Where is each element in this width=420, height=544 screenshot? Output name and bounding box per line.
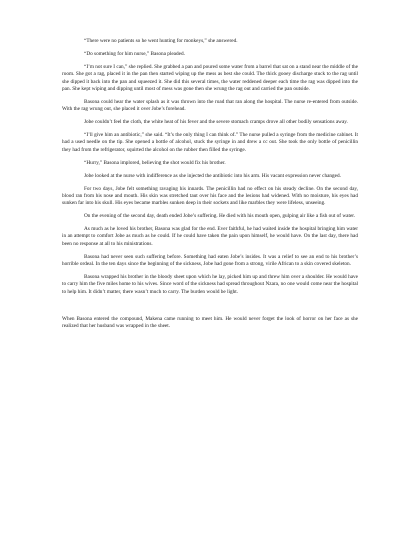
paragraph: Jobe couldn’t feel the cloth, the white heat of his fever and the severe stomach cramps drove all other bodily sensations away. [84, 119, 348, 126]
paragraph: On the evening of the second day, death ended Jobe’s suffering. He died with his mouth open, gulping air like a fish out of water. [84, 213, 356, 220]
paragraph: “There were no patients so he went hunting for monkeys,” she answered. [84, 38, 238, 44]
paragraph: “I’m not sure I can,” she replied. She grabbed a pan and poured some water from a barrel that sat on a stand near the middle of the room. She got a rag, placed it in the pan then started wiping up the mess as best she could. The thick gooey discharge stuck to the rag until she dipped it back into the pan and squeezed it. She did this several times, the water reddened deeper each time the rag was dipped into the pan. She kept wiping and dipping until most of mess was gone then she wrung the rag out and carried the pan outside. [62, 63, 358, 92]
paragraph: Basona had never seen such suffering before. Something had eaten Jobe’s insides. It was a relief to see an end to his brother’s horrible ordeal. In the ten days since the beginning of the sickness, Jobe had gone from a strong, virile African to a skin covered skeleton. [62, 253, 358, 268]
paragraph: “I’ll give him an antibiotic,” she said. “It’s the only thing I can think of.” The nurse pulled a syringe from the medicine cabinet. It had a used needle on the tip. She opened a bottle of alcohol, stuck the syringe in and drew a cc out. She took the only bottle of penicillin they had from the refrigerator, squirted the alcohol on the rubber then filled the syringe. [62, 132, 358, 153]
section-gap [62, 302, 358, 316]
paragraph: When Basona entered the compound, Makena came running to meet him. He would never forget the look of horror on her face as she realized that her husband was wrapped in the sheet. [62, 315, 358, 329]
paragraph: For two days, Jobe felt something ravaging his innards. The penicillin had no effect on his steady decline. On the second day, blood ran from his nose and mouth. His skin was stretched taut over his face and the lesions had widened. With no moisture, his eyes had sunken far into his skull. His eyes became marbles sunken deep in their sockets and like marbles they were lifeless, unseeing. [62, 185, 358, 207]
paragraph: As much as he loved his brother, Basona was glad for the end. Ever faithful, he had waited inside the hospital bringing him water in an attempt to comfort Jobe as much as he could. If he could have taken the pain upon himself, he would have. On the last day, there had been no response at all to his ministrations. [62, 226, 358, 247]
paragraph: “Do something for him nurse,” Basona pleaded. [84, 50, 185, 57]
paragraph: Basona could hear the water splash as it was thrown into the road that ran along the hospital. The nurse re-entered from outside. With the rag wrung out, she placed it over Jobe’s forehead. [62, 98, 358, 113]
paragraph: Basona wrapped his brother in the bloody sheet upon which he lay, picked him up and threw him over a shoulder. He would have to carry him the five miles home to his wives. Since word of the sickness had spread throughout Nzara, no one would come near the hospital to help him. It didn’t matter, there wasn’t much to carry. The burden would be light. [62, 274, 358, 295]
paragraph: “Hurry,” Basona implored, believing the shot would fix his brother. [84, 159, 226, 166]
paragraph: Jobe looked at the nurse with indifference as she injected the antibiotic into his arm. His vacant expression never changed. [84, 172, 341, 179]
